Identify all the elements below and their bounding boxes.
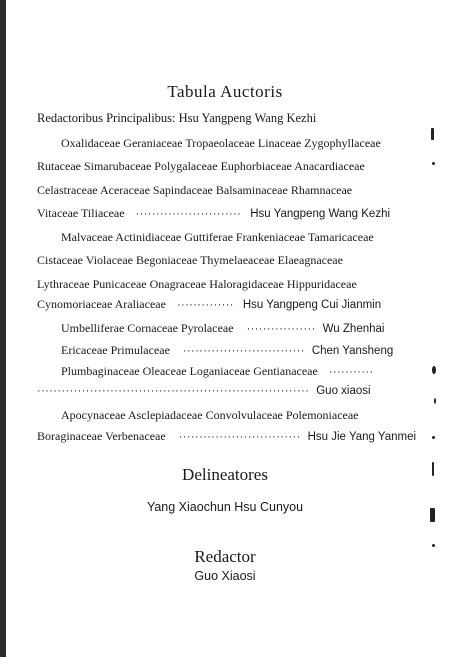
family-author-line [37,429,416,444]
family-line: Oxalidaceae Geraniaceae Tropaeolaceae Linaceae Zygophyllaceae [61,136,381,150]
family-line: Rutaceae Simarubaceae Polygalaceae Euphorbiaceae Anacardiaceae [37,159,365,173]
scan-speck [432,366,436,374]
redactoribus-names: Hsu Yangpeng Wang Kezhi [178,111,317,125]
scan-speck [434,398,436,404]
author-names: Hsu Jie Yang Yanmei [307,431,417,443]
redactor-name: Guo Xiaosi [194,569,256,583]
redactoribus-label: Redactoribus Principalibus: [37,111,176,125]
author-names: Chen Yansheng [311,345,394,357]
family-line: Apocynaceae Asclepiadaceae Convolvulaceae Polemoniaceae [61,408,359,422]
scan-speck [432,544,435,547]
family-line [61,364,374,379]
delineatores-names: Yang Xiaochun Hsu Cunyou [146,500,304,514]
family-list: Cynomoriaceae Araliaceae [37,297,166,311]
family-list: Umbelliferae Cornaceae Pyrolaceae [61,321,234,335]
family-line: Cistaceae Violaceae Begoniaceae Thymelaeaceae Elaeagnaceae [37,253,343,267]
leader-dots: ··································································· [37,385,310,397]
family-line: Celastraceae Aceraceae Sapindaceae Balsaminaceae Rhamnaceae [37,183,353,197]
family-author-line [61,343,393,358]
scan-speck [432,162,435,165]
family-list: Boraginaceae Verbenaceae [37,429,166,443]
family-line: Lythraceae Punicaceae Onagraceae Haloragidaceae Hippuridaceae [37,277,357,291]
scan-speck [431,128,434,140]
author-names: Hsu Yangpeng Cui Jianmin [242,299,382,311]
author-line [37,383,371,398]
redactor-heading: Redactor [194,547,256,566]
family-list: Plumbaginaceae Oleaceae Loganiaceae Gentianaceae [61,364,318,378]
scan-speck [432,436,435,439]
author-names: Guo xiaosi [316,385,371,397]
family-author-line [37,297,381,312]
author-names: Wu Zhenhai [322,323,385,335]
family-line: Malvaceae Actinidiaceae Guttiferae Frankeniaceae Tamaricaceae [61,230,374,244]
leader-dots: ······························ [182,345,305,357]
family-list: Vitaceae Tiliaceae [37,206,125,220]
family-list: Ericaceae Primulaceae [61,343,170,357]
scan-speck [432,462,434,476]
leader-dots: ······························ [178,431,301,443]
family-author-line [61,321,384,336]
leader-dots: ··········· [328,366,374,378]
leader-dots: ·························· [135,208,242,220]
family-author-line [37,206,390,221]
leader-dots: ·············· [176,299,234,311]
leader-dots: ················· [246,323,316,335]
page-title: Tabula Auctoris [167,82,283,101]
redactoribus-line [37,111,316,126]
scan-speck [430,508,435,522]
delineatores-heading: Delineatores [182,465,268,484]
author-names: Hsu Yangpeng Wang Kezhi [250,208,391,220]
